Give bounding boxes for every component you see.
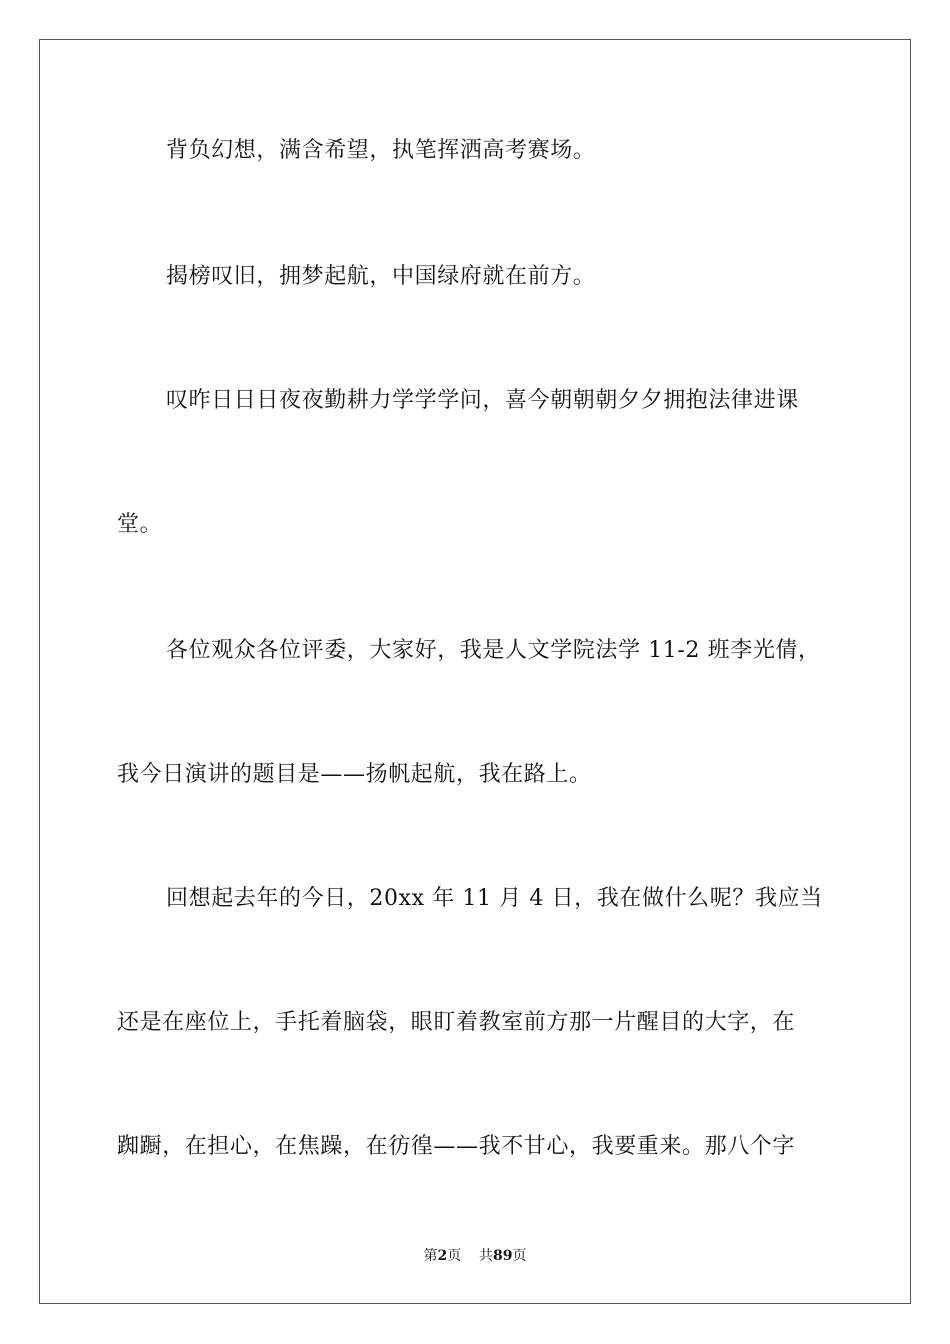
footer-total-suffix: 页 [512, 1248, 527, 1264]
text-line-8: 还是在座位上，手托着脑袋，眼盯着教室前方那一片醒目的大字，在 [117, 1010, 796, 1035]
text-line-2: 揭榜叹旧，拥梦起航，中国绿府就在前方。 [166, 264, 596, 289]
footer-page-suffix: 页 [447, 1248, 462, 1264]
footer-page-prefix: 第 [423, 1248, 438, 1264]
text-line-5: 各位观众各位评委，大家好，我是人文学院法学 11-2 班李光倩， [166, 638, 821, 663]
text-line-4: 堂。 [117, 512, 163, 537]
text-line-6: 我今日演讲的题目是——扬帆起航，我在路上。 [117, 762, 592, 787]
text-line-3: 叹昨日日日夜夜勤耕力学学学问，喜今朝朝朝夕夕拥抱法律进课 [166, 388, 799, 413]
footer-page-number: 2 [437, 1248, 448, 1264]
footer-total-number: 89 [493, 1248, 513, 1264]
text-line-1: 背负幻想，满含希望，执笔挥洒高考赛场。 [166, 138, 596, 163]
text-line-9: 踟蹰，在担心，在焦躁，在彷徨——我不甘心，我要重来。那八个字 [117, 1134, 796, 1159]
page-border [39, 39, 911, 1304]
page-footer [0, 1246, 950, 1266]
footer-total-prefix: 共 [479, 1248, 494, 1264]
text-line-7: 回想起去年的今日，20xx 年 11 月 4 日，我在做什么呢？我应当 [166, 886, 823, 911]
